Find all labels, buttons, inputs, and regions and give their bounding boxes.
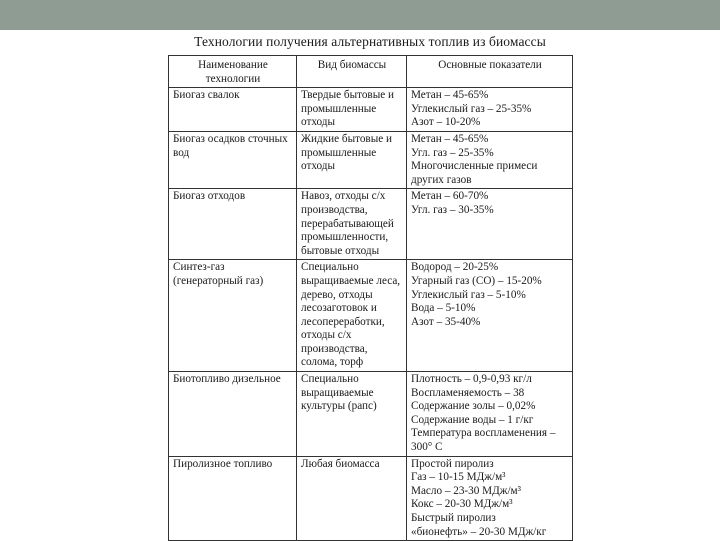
- indicator-line: Температура воспламенения – 300° С: [411, 427, 556, 454]
- indicator-line: Метан – 45-65%: [411, 132, 489, 145]
- indicator-line: «бионефть» – 20-30 МДж/кг: [411, 525, 547, 538]
- cell-biomass: Жидкие бытовые и промышленные отходы: [297, 131, 407, 188]
- indicator-line: Плотность – 0,9-0,93 кг/л: [411, 373, 532, 386]
- indicator-line: Газ – 10-15 МДж/м³: [411, 471, 506, 484]
- indicator-line: Азот – 35-40%: [411, 315, 481, 328]
- indicator-line: Воспламеняемость – 38: [411, 386, 525, 399]
- cell-technology: Биотопливо дизельное: [169, 372, 297, 457]
- indicator-line: Угл. газ – 25-35%: [411, 146, 494, 159]
- indicator-line: Содержание золы – 0,02%: [411, 400, 536, 413]
- table-row: [169, 456, 573, 541]
- header-indicators: Основные показатели: [407, 56, 573, 88]
- indicator-line: Многочисленные примеси других газов: [411, 160, 538, 186]
- page-title: Технологии получения альтернативных топлив из биомассы: [194, 34, 546, 49]
- cell-indicators: [407, 456, 573, 541]
- biomass-table: [168, 55, 573, 541]
- cell-indicators: [407, 131, 573, 188]
- indicator-line: Углекислый газ – 5-10%: [411, 288, 526, 301]
- indicator-line: Содержание воды – 1 г/кг: [411, 413, 534, 426]
- header-technology: Наименование технологии: [169, 56, 297, 88]
- table-row: [169, 372, 573, 457]
- table-header-row: [169, 56, 573, 88]
- cell-technology: Пиролизное топливо: [169, 456, 297, 541]
- cell-indicators: [407, 260, 573, 372]
- table-row: [169, 189, 573, 260]
- table-row: [169, 88, 573, 132]
- cell-technology: Биогаз свалок: [169, 88, 297, 132]
- indicator-line: Метан – 45-65%: [411, 89, 489, 102]
- header-biomass: Вид биомассы: [297, 56, 407, 88]
- cell-biomass: Любая биомасса: [297, 456, 407, 541]
- cell-indicators: [407, 88, 573, 132]
- cell-biomass: Специально выращиваемые культуры (рапс): [297, 372, 407, 457]
- indicator-line: Углекислый газ – 25-35%: [411, 102, 532, 115]
- indicator-line: Масло – 23-30 МДж/м³: [411, 484, 521, 497]
- indicator-line: Метан – 60-70%: [411, 190, 489, 203]
- table-row: [169, 260, 573, 372]
- cell-biomass: Твердые бытовые и промышленные отходы: [297, 88, 407, 132]
- top-bar: [0, 0, 720, 30]
- cell-technology: Биогаз осадков сточных вод: [169, 131, 297, 188]
- cell-technology: Биогаз отходов: [169, 189, 297, 260]
- cell-biomass: Навоз, отходы с/х производства, перерабатывающей промышленности, бытовые отходы: [297, 189, 407, 260]
- indicator-line: Быстрый пиролиз: [411, 512, 496, 524]
- indicator-line: Угарный газ (CO) – 15-20%: [411, 274, 542, 287]
- cell-indicators: [407, 189, 573, 260]
- cell-indicators: [407, 372, 573, 457]
- cell-biomass: Специально выращиваемые леса, дерево, отходы лесозаготовок и лесопереработки, отходы с/х производства, солома, торф: [297, 260, 407, 372]
- table-row: [169, 131, 573, 188]
- indicator-line: Азот – 10-20%: [411, 116, 481, 129]
- indicator-line: Вода – 5-10%: [411, 302, 476, 315]
- indicator-line: Водород – 20-25%: [411, 261, 499, 274]
- indicator-line: Угл. газ – 30-35%: [411, 203, 494, 216]
- indicator-line: Простой пиролиз: [411, 457, 494, 470]
- indicator-line: Кокс – 20-30 МДж/м³: [411, 498, 513, 511]
- cell-technology: Синтез-газ (генераторный газ): [169, 260, 297, 372]
